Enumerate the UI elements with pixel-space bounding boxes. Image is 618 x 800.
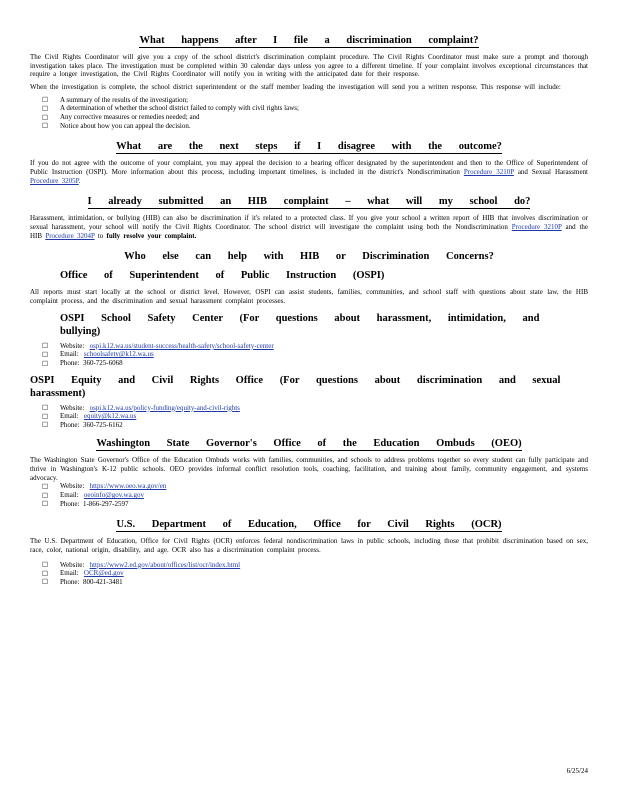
oeo-email-link[interactable]: oeoinfo@gov.wa.gov: [83, 491, 144, 500]
equity-contact-list: [30, 404, 588, 430]
equity-phone: 360-725-6162: [82, 420, 123, 429]
list-item: □ Email: schoolsafety@k12.wa.us: [42, 350, 588, 359]
footer-date: 6/25/24: [566, 767, 588, 775]
heading-next-steps: What are the next steps if I disagree with the outcome?: [116, 141, 502, 153]
list-item: □ A determination of whether the school district failed to comply with civil rights laws;: [42, 104, 588, 113]
equity-email-link[interactable]: equity@k12.wa.us: [83, 412, 137, 421]
list-item: □ Phone: 800-421-3481: [42, 578, 588, 587]
oeo-phone: 1-866-297-2597: [82, 499, 129, 508]
ocr-email-link[interactable]: OCR@ed.gov: [83, 569, 124, 578]
heading-ocr: U.S. Department of Education, Office for Civil Rights (OCR): [116, 519, 502, 531]
list-item: □ Phone: 1-866-297-2597: [42, 500, 588, 509]
heading-ospi: Office of Superintendent of Public Instruction (OSPI): [60, 270, 385, 282]
procedure-3210p-link[interactable]: Procedure 3210P: [463, 167, 514, 176]
heading-oeo: Washington State Governor's Office of the Education Ombuds (OEO): [96, 438, 522, 450]
list-item: □ Phone: 360-725-6162: [42, 421, 588, 430]
list-item: □ Website: https://www.oeo.wa.gov/en: [42, 482, 588, 491]
response-list: [30, 96, 588, 130]
ocr-contact-list: [30, 561, 588, 587]
list-item: □ Email: equity@k12.wa.us: [42, 412, 588, 421]
paragraph-oeo: The Washington State Governor's Office of the Education Ombuds works with families, communities, and schools to address problems together so every student can fully participate and thrive in Washington's K-12 public schools. OEO provides informal conflict resolution tools, coaching, facilitation, and training about family, community engagement, and systems advocacy.: [30, 456, 588, 482]
list-item: □ Website: ospi.k12.wa.us/student-success/health-safety/school-safety-center: [42, 342, 588, 351]
safety-email-link[interactable]: schoolsafety@k12.wa.us: [83, 350, 154, 359]
safety-contact-list: [30, 342, 588, 368]
heading-school-safety-center: OSPI School Safety Center (For questions about harassment, intimidation, and bullying): [60, 312, 540, 337]
paragraph-appeal: If you do not agree with the outcome of your complaint, you may appeal the decision to a hearing officer designated by the superintendent and then to the Office of Superintendent of Public Instruction (OSPI). More information about this process, including important timelines, is included in the district's Nondiscrimination Procedure 3210P and Sexual Harassment Procedure 3205P.: [30, 159, 588, 185]
list-item: □ A summary of the results of the investigation;: [42, 96, 588, 105]
list-item: □ Phone: 360-725-6068: [42, 359, 588, 368]
heading-after-filing: What happens after I file a discrimination complaint?: [139, 35, 479, 46]
heading-equity-office: OSPI Equity and Civil Rights Office (For questions about discrimination and sexual harassment): [30, 374, 561, 399]
procedure-3205p-link[interactable]: Procedure 3205P: [30, 176, 79, 185]
safety-phone: 360-725-6068: [82, 359, 123, 367]
list-item: □ Notice about how you can appeal the decision.: [42, 122, 588, 131]
paragraph-written-response: When the investigation is complete, the school district superintendent or the staff member leading the investigation will send you a written response. This response will include:: [30, 83, 561, 92]
oeo-website-link[interactable]: https://www.oeo.wa.gov/en: [89, 482, 167, 491]
procedure-3210p-link[interactable]: Procedure 3210P: [511, 223, 562, 231]
list-item: □ Website: ospi.k12.wa.us/policy-funding/equity-and-civil-rights: [42, 404, 588, 413]
document-page: [30, 34, 588, 586]
safety-website-link[interactable]: ospi.k12.wa.us/student-success/health-safety/school-safety-center: [89, 341, 274, 350]
heading-hib-complaint: I already submitted an HIB complaint – what will my school do?: [87, 196, 531, 208]
list-item: □ Website: https://www2.ed.gov/about/offices/list/ocr/index.html: [42, 561, 588, 570]
list-item: □ Email: oeoinfo@gov.wa.gov: [42, 491, 588, 500]
ocr-website-link[interactable]: https://www2.ed.gov/about/offices/list/ocr/index.html: [89, 560, 241, 569]
list-item: □ Any corrective measures or remedies needed; and: [42, 113, 588, 122]
ocr-phone: 800-421-3481: [82, 577, 123, 586]
equity-website-link[interactable]: ospi.k12.wa.us/policy-funding/equity-and-civil-rights: [89, 403, 240, 412]
procedure-3204p-link[interactable]: Procedure 3204P: [45, 231, 95, 240]
paragraph-ocr: The U.S. Department of Education, Office for Civil Rights (OCR) enforces federal nondiscrimination laws in public schools, including those that prohibit discrimination based on sex, race, color, national origin, disability, and age. OCR also has a discrimination complaint process.: [30, 537, 588, 554]
oeo-contact-list: [30, 482, 588, 508]
paragraph-ospi: All reports must start locally at the school or district level. However, OSPI can assist students, families, communities, and school staff with questions about state law, the HIB complaint process, and the discrimination and sexual harassment complaint processes.: [30, 288, 588, 306]
list-item: □ Email: OCR@ed.gov: [42, 569, 588, 578]
heading-who-else: Who else can help with HIB or Discrimination Concerns?: [124, 251, 494, 263]
paragraph-coordinator: The Civil Rights Coordinator will give you a copy of the school district's discrimination complaint procedure. The Civil Rights Coordinator must make sure a prompt and thorough investigation takes place. The investigation must be completed within 30 calendar days unless you agree to a different timeline. If your complaint involves exceptional circumstances that require a longer investigation, the Civil Rights Coordinator will notify you in writing with the anticipated date for their response.: [30, 53, 589, 79]
paragraph-hib: Harassment, intimidation, or bullying (HIB) can also be discrimination if it's related to a protected class. If you give your school a written report of HIB that involves discrimination or sexual harassment, your school will notify the Civil Rights Coordinator. The school district will investigate the complaint using both the Nondiscrimination Procedure 3210P and the HIB Procedure 3204P to fully resolve your complaint.: [30, 214, 588, 240]
